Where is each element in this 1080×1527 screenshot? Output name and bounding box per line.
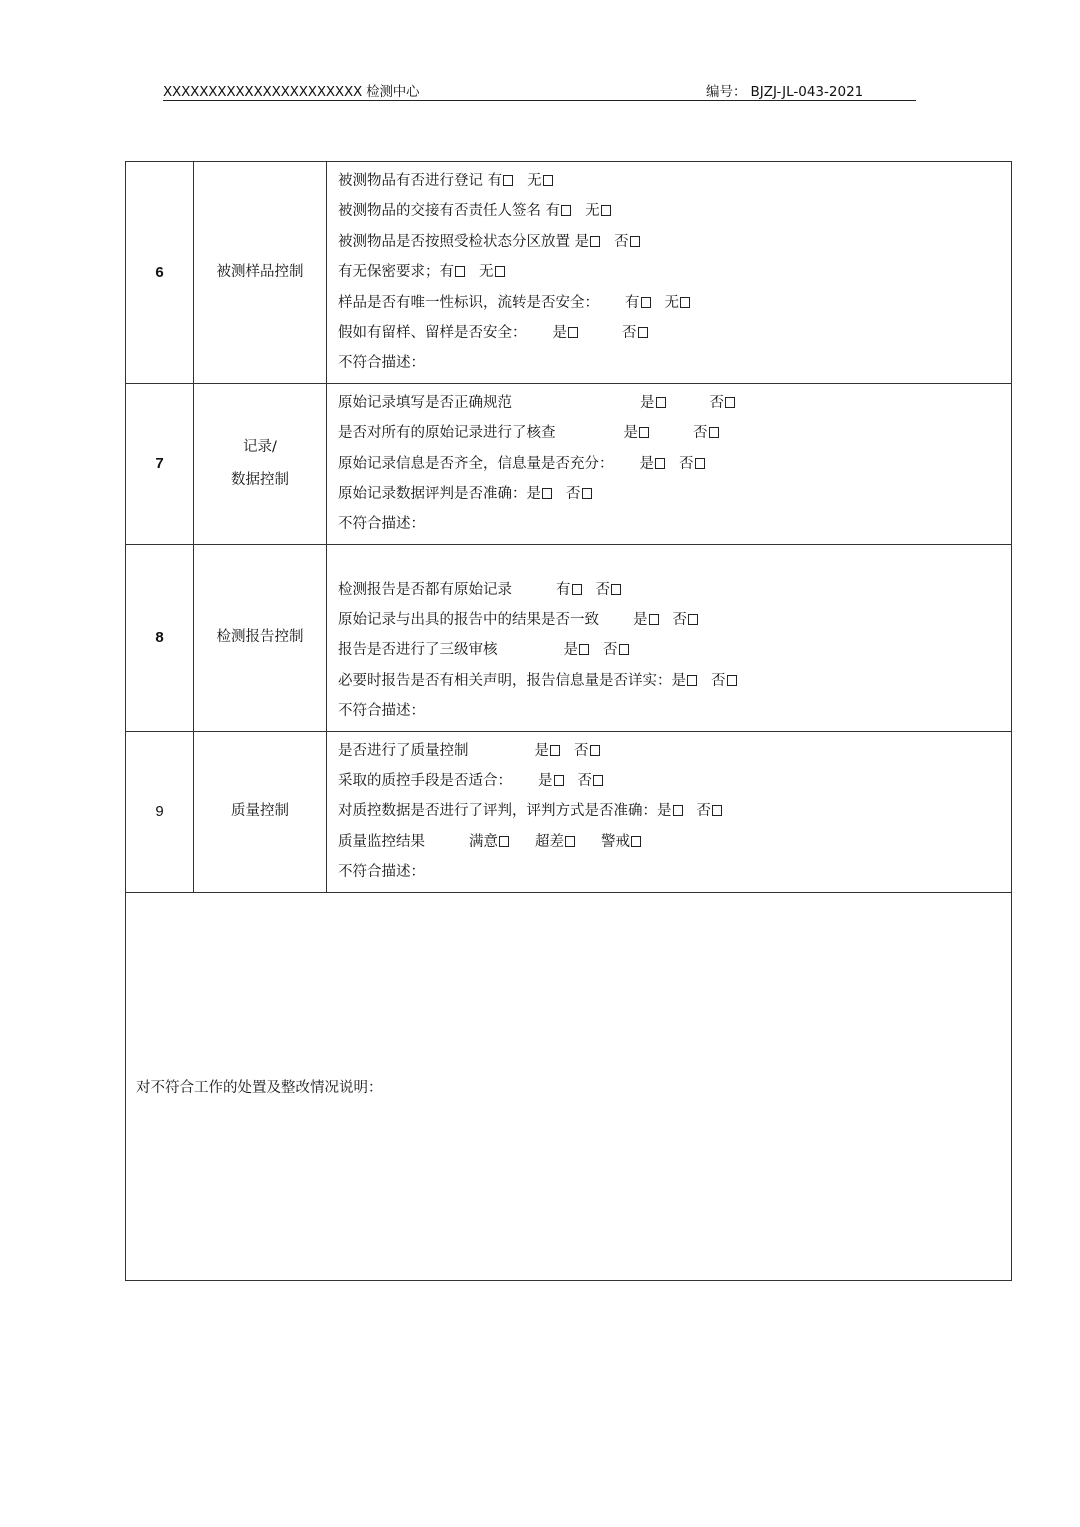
checkbox[interactable] [568, 327, 578, 338]
checkbox[interactable] [554, 775, 564, 786]
checklist-item [338, 635, 1011, 665]
table-row [126, 162, 1012, 384]
option-label: 是 [552, 324, 567, 341]
item-text: 是否进行了质量控制 [338, 742, 469, 759]
checkbox[interactable] [725, 397, 735, 408]
option-label: 有 [487, 173, 503, 189]
nonconformity-description: 不符合描述： [338, 355, 425, 372]
checkbox[interactable] [561, 205, 571, 216]
checkbox[interactable] [641, 297, 651, 308]
checklist-item [338, 827, 1011, 857]
checklist-item [338, 449, 1011, 479]
checkbox[interactable] [655, 458, 665, 469]
category-line: 记录/ [243, 438, 277, 455]
checkbox[interactable] [542, 488, 552, 499]
checklist-item [338, 318, 1011, 348]
option-label: 警戒 [601, 833, 630, 850]
option-label: 有 [545, 203, 561, 220]
option-label: 无 [585, 203, 600, 220]
checkbox[interactable] [572, 584, 582, 595]
checkbox[interactable] [639, 427, 649, 438]
row-number: 6 [126, 162, 194, 384]
item-text: 是否对所有的原始记录进行了核查 [338, 425, 556, 442]
checkbox[interactable] [543, 175, 553, 186]
item-text: 假如有留样、留样是否安全： [338, 324, 527, 341]
checkbox[interactable] [495, 266, 505, 277]
option-label: 无 [479, 264, 494, 281]
checkbox[interactable] [590, 745, 600, 756]
nonconformity-description: 不符合描述： [338, 516, 425, 533]
option-label: 否 [679, 455, 694, 472]
option-label: 否 [574, 742, 589, 759]
option-label: 是 [671, 672, 686, 689]
option-label: 有 [625, 294, 640, 311]
table-row [126, 544, 1012, 731]
checklist-item [338, 605, 1011, 635]
item-text: 必要时报告是否有相关声明，报告信息量是否详实： [338, 672, 672, 689]
checklist-item [338, 166, 1011, 196]
option-label: 是 [563, 642, 578, 659]
row-category: 被测样品控制 [194, 162, 327, 384]
checkbox[interactable] [673, 805, 683, 816]
item-text: 被测物品的交接有否责任人签名 [338, 203, 541, 220]
item-text: 检测报告是否都有原始记录 [338, 581, 512, 598]
checklist-item [338, 766, 1011, 796]
option-label: 是 [526, 485, 541, 502]
option-label: 是 [623, 425, 638, 442]
item-text: 原始记录填写是否正确规范 [338, 394, 512, 411]
option-label: 是 [534, 742, 549, 759]
checkbox[interactable] [688, 614, 698, 625]
option-label: 有 [439, 264, 454, 281]
option-label: 是 [640, 394, 655, 411]
checklist-item [338, 575, 1011, 605]
option-label: 否 [577, 773, 592, 790]
option-label: 否 [709, 394, 724, 411]
nonconformity-description: 不符合描述： [338, 703, 425, 720]
checklist-cell [327, 544, 1012, 731]
checklist-item [338, 736, 1011, 766]
checkbox[interactable] [695, 458, 705, 469]
table-row [126, 383, 1012, 544]
option-label: 无 [527, 173, 542, 189]
nonconformity-description: 不符合描述： [338, 864, 425, 881]
checkbox[interactable] [590, 236, 600, 247]
option-label: 否 [693, 425, 708, 442]
checklist-item [338, 796, 1011, 826]
option-label: 否 [622, 324, 637, 341]
option-label: 否 [711, 672, 726, 689]
corrective-action-notes[interactable] [126, 892, 1012, 1280]
item-text: 采取的质控手段是否适合： [338, 773, 512, 790]
checklist-item [338, 288, 1011, 318]
checkbox[interactable] [499, 836, 509, 847]
item-text: 被测物品有否进行登记 [338, 173, 483, 189]
row-category: 检测报告控制 [194, 544, 327, 731]
checkbox[interactable] [727, 675, 737, 686]
checkbox[interactable] [631, 836, 641, 847]
checkbox[interactable] [582, 488, 592, 499]
table-row [126, 731, 1012, 892]
item-text: 报告是否进行了三级审核 [338, 642, 498, 659]
item-text: 有无保密要求； [338, 264, 440, 281]
checkbox[interactable] [593, 775, 603, 786]
checkbox[interactable] [649, 614, 659, 625]
option-label: 是 [574, 233, 590, 250]
checklist-cell [327, 162, 1012, 384]
item-text: 原始记录与出具的报告中的结果是否一致 [338, 612, 599, 629]
table-row [126, 892, 1012, 1280]
checkbox[interactable] [712, 805, 722, 816]
option-label: 否 [696, 803, 711, 820]
inspection-form-table [125, 161, 1012, 1281]
option-label: 是 [657, 803, 672, 820]
option-label: 否 [672, 612, 687, 629]
option-label: 否 [566, 485, 581, 502]
option-label: 超差 [535, 833, 564, 850]
checkbox[interactable] [455, 266, 465, 277]
document-code [706, 80, 863, 100]
checkbox[interactable] [656, 397, 666, 408]
checklist-item [338, 257, 1011, 287]
item-text: 样品是否有唯一性标识，流转是否安全： [338, 294, 599, 311]
checkbox[interactable] [680, 297, 690, 308]
row-category: 质量控制 [194, 731, 327, 892]
checkbox[interactable] [611, 584, 621, 595]
checklist-item [338, 418, 1011, 448]
document-code-label: 编号： [706, 84, 747, 100]
checkbox[interactable] [503, 175, 513, 186]
checklist-item [338, 666, 1011, 696]
row-number: 9 [126, 731, 194, 892]
item-text: 质量监控结果 [338, 833, 425, 850]
document-code-value: BJZJ-JL-043-2021 [750, 84, 864, 100]
option-label: 是 [633, 612, 648, 629]
checkbox[interactable] [619, 644, 629, 655]
row-number: 8 [126, 544, 194, 731]
page-header [163, 78, 916, 101]
checkbox[interactable] [638, 327, 648, 338]
option-label: 否 [603, 642, 618, 659]
item-text: 对质控数据是否进行了评判，评判方式是否准确： [338, 803, 657, 820]
checklist-item [338, 479, 1011, 509]
checkbox[interactable] [709, 427, 719, 438]
row-category [194, 383, 327, 544]
option-label: 无 [664, 294, 679, 311]
checkbox[interactable] [630, 236, 640, 247]
checkbox[interactable] [687, 675, 697, 686]
option-label: 满意 [469, 833, 498, 850]
checklist-cell [327, 383, 1012, 544]
category-line: 数据控制 [231, 471, 289, 488]
item-text: 原始记录信息是否齐全，信息量是否充分： [338, 455, 614, 472]
checklist-item [338, 196, 1011, 226]
checkbox[interactable] [550, 745, 560, 756]
option-label: 是 [639, 455, 654, 472]
organization-name: XXXXXXXXXXXXXXXXXXXXXX 检测中心 [163, 84, 420, 100]
option-label: 否 [595, 581, 610, 598]
option-label: 否 [614, 233, 629, 250]
checkbox[interactable] [579, 644, 589, 655]
checklist-item [338, 388, 1011, 418]
checkbox[interactable] [565, 836, 575, 847]
item-text: 原始记录数据评判是否准确： [338, 485, 527, 502]
option-label: 有 [556, 581, 571, 598]
option-label: 是 [538, 773, 553, 790]
notes-label: 对不符合工作的处置及整改情况说明： [136, 1079, 383, 1096]
checklist-item [338, 227, 1011, 257]
item-text: 被测物品是否按照受检状态分区放置 [338, 233, 570, 250]
checklist-cell [327, 731, 1012, 892]
checkbox[interactable] [601, 205, 611, 216]
row-number: 7 [126, 383, 194, 544]
